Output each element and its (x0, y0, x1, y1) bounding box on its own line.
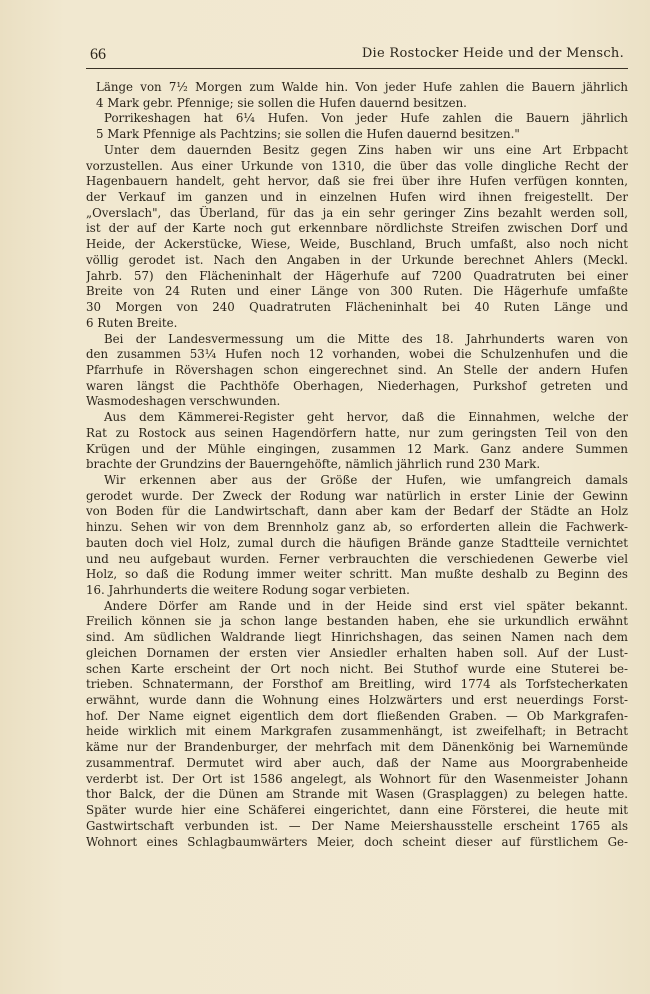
text-line: 4 Mark gebr. Pfennige; sie sollen die Hufen dauernd besitzen. (96, 95, 467, 110)
text-line: Breite von 24 Ruten und einer Länge von 300 Ruten. Die Hägerhufe umfaßte (86, 284, 628, 299)
text-line: sind. Am südlichen Waldrande liegt Hinrichshagen, das seinen Namen nach dem (86, 630, 628, 645)
text-line: Andere Dörfer am Rande und in der Heide sind erst viel später bekannt. (104, 598, 628, 613)
text-line: Wohnort eines Schlagbaumwärters Meier, doch scheint dieser auf fürstlichem Ge- (86, 834, 628, 849)
text-line: Länge von 7½ Morgen zum Walde hin. Von jeder Hufe zahlen die Bauern jährlich (96, 80, 628, 94)
paragraph (86, 473, 628, 599)
text-line: bauten doch viel Holz, zumal durch die häufigen Brände ganze Stadtteile vernichtet (86, 535, 628, 550)
text-line: Holz, so daß die Rodung immer weiter schritt. Man mußte deshalb zu Beginn des (86, 567, 628, 582)
text-line: gerodet wurde. Der Zweck der Rodung war natürlich in erster Linie der Gewinn (86, 488, 628, 503)
body-text (86, 80, 628, 850)
text-line: „Overslach", das Überland, für das ja ein sehr geringer Zins bezahlt werden soll, (86, 205, 628, 220)
text-line: Später wurde hier eine Schäferei eingerichtet, dann eine Försterei, die heute mit (86, 803, 628, 818)
text-line: 16. Jahrhunderts die weitere Rodung sogar verbieten. (86, 583, 410, 597)
text-line: erwähnt, wurde dann die Wohnung eines Holzwärters und erst neuerdings Forst- (86, 693, 628, 708)
text-line: Heide, der Ackerstücke, Wiese, Weide, Buschland, Bruch umfaßt, also noch nicht (86, 237, 628, 252)
text-line: hinzu. Sehen wir von dem Brennholz ganz ab, so erforderten allein die Fachwerk- (86, 520, 628, 535)
text-line: Porrikeshagen hat 6¼ Hufen. Von jeder Hufe zahlen die Bauern jährlich (104, 111, 628, 126)
paragraph (86, 143, 628, 332)
text-line: Krügen und der Mühle eingingen, zusammen 12 Mark. Ganz andere Summen (86, 441, 628, 456)
text-line: Bei der Landesvermessung um die Mitte des 18. Jahrhunderts waren von (104, 331, 628, 346)
running-title: Die Rostocker Heide und der Mensch. (361, 46, 624, 61)
paragraph (86, 80, 628, 111)
text-line: der Verkauf im ganzen und in einzelnen Hufen wird ihnen freigestellt. Der (86, 190, 628, 205)
text-line: Rat zu Rostock aus seinen Hagendörfern hatte, nur zum geringsten Teil von den (86, 425, 628, 440)
text-line: thor Balck, der die Dünen am Strande mit Wasen (Grasplaggen) zu belegen hatte. (86, 787, 628, 802)
text-line: verderbt ist. Der Ort ist 1586 angelegt, als Wohnort für den Wasenmeister Johann (86, 771, 628, 786)
paragraph (86, 111, 628, 142)
text-line: 5 Mark Pfennige als Pachtzins; sie sollen die Hufen dauernd besitzen." (96, 127, 520, 142)
text-line: gleichen Dornamen der ersten vier Ansiedler erhalten haben soll. Auf der Lust- (86, 645, 628, 660)
text-line: Hagenbauern handelt, geht hervor, daß sie frei über ihre Hufen verfügen konnten, (86, 174, 628, 189)
text-line: vorzustellen. Aus einer Urkunde von 1310, die über das volle dingliche Recht der (86, 158, 628, 173)
text-line: trieben. Schnatermann, der Forsthof am Breitling, wird 1774 als Torfstecherkaten (86, 677, 628, 692)
text-line: völlig gerodet ist. Nach den Angaben in der Urkunde berechnet Ahlers (Meckl. (86, 252, 628, 267)
text-line: Aus dem Kämmerei-Register geht hervor, daß die Einnahmen, welche der (104, 410, 628, 425)
text-line: zusammentraf. Dermutet wird aber auch, daß der Name aus Moorgrabenheide (86, 755, 628, 770)
page-header (86, 44, 628, 69)
text-line: Wir erkennen aber aus der Größe der Hufen, wie umfangreich damals (104, 472, 628, 487)
text-line: 6 Ruten Breite. (86, 315, 178, 330)
text-line: den zusammen 53¼ Hufen noch 12 vorhanden, wobei die Schulzenhufen und die (86, 347, 628, 362)
text-line: und neu aufgebaut wurden. Ferner verbrauchten die verschiedenen Gewerbe viel (86, 551, 628, 566)
text-line: waren längst die Pachthöfe Oberhagen, Niederhagen, Purkshof getreten und (86, 378, 628, 393)
paragraph (86, 410, 628, 473)
text-line: brachte der Grundzins der Bauerngehöfte, nämlich jährlich rund 230 Mark. (86, 457, 541, 472)
text-line: ist der auf der Karte noch gut erkennbare nördlichste Streifen zwischen Dorf und (86, 221, 628, 236)
text-line: Unter dem dauernden Besitz gegen Zins haben wir uns eine Art Erbpacht (104, 142, 628, 157)
text-line: von Boden für die Landwirtschaft, dann aber kam der Bedarf der Städte an Holz (86, 504, 628, 519)
text-line: Wasmodeshagen verschwunden. (86, 394, 281, 409)
paragraph (86, 599, 628, 851)
page-number: 66 (90, 46, 106, 63)
text-line: Freilich können sie ja schon lange bestanden haben, ehe sie urkundlich erwähnt (86, 614, 628, 629)
text-line: schen Karte erscheint der Ort noch nicht. Bei Stuthof wurde eine Stuterei be- (86, 661, 628, 676)
text-line: Pfarrhufe in Rövershagen schon eingerechnet sind. An Stelle der andern Hufen (86, 362, 628, 377)
text-line: käme nur der Brandenburger, der mehrfach mit dem Dänenkönig bei Warnemünde (86, 740, 628, 755)
text-line: Gastwirtschaft verbunden ist. — Der Name Meiershausstelle erscheint 1765 als (86, 818, 628, 833)
paragraph (86, 332, 628, 411)
text-line: Jahrb. 57) den Flächeninhalt der Hägerhufe auf 7200 Quadratruten bei einer (86, 268, 628, 283)
text-line: 30 Morgen von 240 Quadratruten Flächeninhalt bei 40 Ruten Länge und (86, 300, 628, 315)
text-line: heide wirklich mit einem Markgrafen zusammenhängt, ist zweifelhaft; in Betracht (86, 724, 628, 739)
text-line: hof. Der Name eignet eigentlich dem dort fließenden Graben. — Ob Markgrafen- (86, 708, 628, 723)
